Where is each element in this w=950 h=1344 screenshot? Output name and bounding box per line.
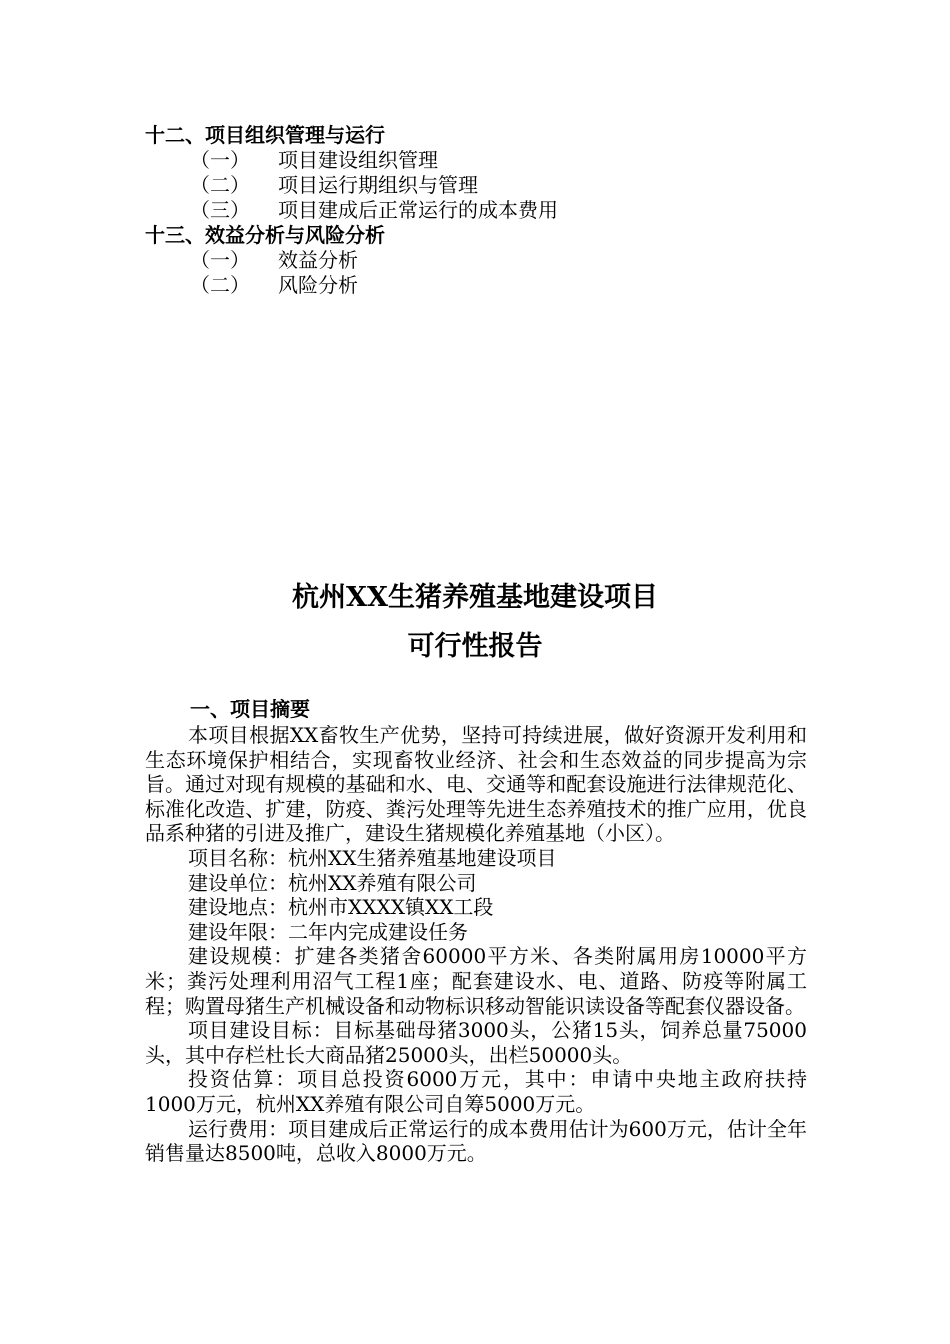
toc-section-12-heading: 十二、项目组织管理与运行 bbox=[145, 123, 385, 147]
toc-item bbox=[145, 173, 845, 198]
toc-item-number: （二） bbox=[190, 173, 250, 197]
toc-item-text: 项目建成后正常运行的成本费用 bbox=[278, 198, 558, 222]
summary-section bbox=[145, 695, 807, 1166]
toc-item-number: （一） bbox=[190, 148, 250, 172]
toc-item-number: （一） bbox=[190, 248, 250, 272]
project-name-line: 项目名称：杭州XX生猪养殖基地建设项目 bbox=[188, 845, 557, 870]
toc-item-text: 项目建设组织管理 bbox=[278, 148, 438, 172]
scale-paragraph: 建设规模：扩建各类猪舍60000平方米、各类附属用房10000平方米；粪污处理利用沼气工程1座；配套建设水、电、道路、防疫等附属工程；购置母猪生产机械设备和动物标识移动智能识读设备等配套仪器设备。 bbox=[145, 944, 807, 1018]
operating-cost-paragraph: 运行费用：项目建成后正常运行的成本费用估计为600万元，估计全年销售量达8500吨，总收入8000万元。 bbox=[145, 1116, 807, 1166]
toc-item bbox=[145, 198, 845, 223]
toc-section-13-heading: 十三、效益分析与风险分析 bbox=[145, 223, 385, 247]
toc-item bbox=[145, 273, 845, 298]
builder-line: 建设单位：杭州XX养殖有限公司 bbox=[188, 870, 477, 895]
toc-item-text: 风险分析 bbox=[278, 273, 358, 297]
toc-item bbox=[145, 148, 845, 173]
report-subtitle: 可行性报告 bbox=[407, 631, 543, 662]
toc-item-number: （三） bbox=[190, 198, 250, 222]
toc-item-text: 项目运行期组织与管理 bbox=[278, 173, 478, 197]
report-title: 杭州XX生猪养殖基地建设项目 bbox=[292, 582, 658, 613]
summary-paragraph: 本项目根据XX畜牧生产优势，坚持可持续进展，做好资源开发利用和生态环境保护相结合，实现畜牧业经济、社会和生态效益的同步提高为宗旨。通过对现有规模的基础和水、电、交通等和配套设施进行法律规范化、标准化改造、扩建，防疫、粪污处理等先进生态养殖技术的推广应用，优良品系种猪的引进及推广，建设生猪规模化养殖基地（小区）。 bbox=[145, 723, 807, 846]
table-of-contents bbox=[145, 123, 845, 298]
duration-line: 建设年限：二年内完成建设任务 bbox=[188, 919, 468, 944]
section-heading: 一、项目摘要 bbox=[190, 697, 310, 721]
goal-paragraph: 项目建设目标：目标基础母猪3000头，公猪15头，饲养总量75000头，其中存栏杜长大商品猪25000头，出栏50000头。 bbox=[145, 1018, 807, 1067]
location-line: 建设地点：杭州市XXXX镇XX工段 bbox=[188, 895, 494, 920]
investment-paragraph: 投资估算：项目总投资6000万元，其中：申请中央地主政府扶持1000万元，杭州XX养殖有限公司自筹5000万元。 bbox=[145, 1067, 807, 1116]
toc-item bbox=[145, 248, 845, 273]
toc-item-number: （二） bbox=[190, 273, 250, 297]
toc-item-text: 效益分析 bbox=[278, 248, 358, 272]
